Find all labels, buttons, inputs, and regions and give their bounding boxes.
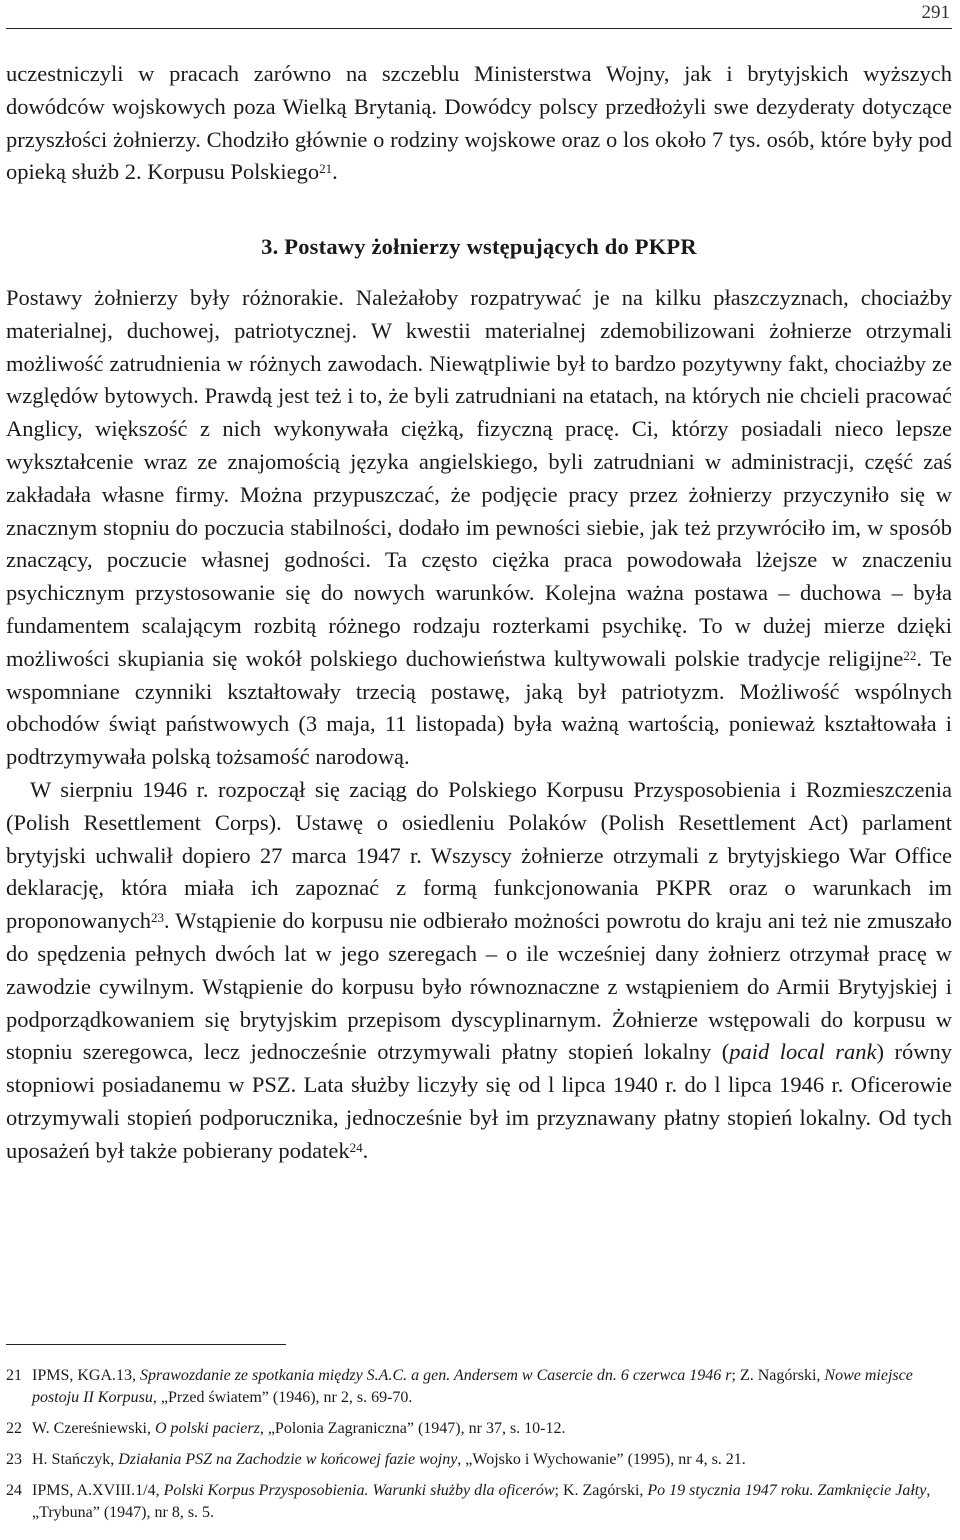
footnote-title: Nowe miejsce postoju II Korpusu bbox=[32, 1367, 913, 1406]
footnote-number: 24 bbox=[6, 1482, 22, 1499]
footnote-text bbox=[32, 1449, 952, 1471]
footnote-text-part: W. Czereśniewski, bbox=[32, 1420, 155, 1437]
footnote-text-part: ; K. Zagórski, bbox=[554, 1482, 648, 1499]
footnote-text-part: H. Stańczyk, bbox=[32, 1451, 119, 1468]
footnote-text-part: IPMS, A.XVIII.1/4, bbox=[32, 1482, 164, 1499]
footnote-title: Polski Korpus Przysposobienia. Warunki służby dla oficerów bbox=[163, 1482, 555, 1499]
footnote-title: Sprawozdanie ze spotkania między S.A.C. a gen. Andersem w Casercie dn. 6 czerwca 1946 r bbox=[140, 1367, 732, 1384]
footnote-ref-22[interactable]: 22 bbox=[903, 647, 917, 663]
footnote-text-part: , „Przed światem” (1946), nr 2, s. 69-70. bbox=[152, 1389, 413, 1406]
paragraph-3-italic: paid local rank bbox=[729, 1039, 877, 1065]
footnote-24 bbox=[6, 1480, 952, 1524]
page-number: 291 bbox=[921, 2, 950, 23]
footnote-text bbox=[32, 1418, 952, 1440]
footnotes bbox=[6, 1365, 952, 1533]
footnote-22 bbox=[6, 1418, 952, 1440]
footnote-number: 23 bbox=[6, 1451, 22, 1468]
footnote-text-part: , „Polonia Zagraniczna” (1947), nr 37, s. 10-12. bbox=[259, 1420, 566, 1437]
main-text bbox=[6, 58, 952, 1168]
paragraph-3 bbox=[6, 774, 952, 1168]
header-rule bbox=[6, 28, 952, 29]
paragraph-3-end: . bbox=[362, 1137, 369, 1163]
footnote-title: O polski pacierz bbox=[154, 1420, 260, 1437]
footnote-21 bbox=[6, 1365, 952, 1409]
section-heading: 3. Postawy żołnierzy wstępujących do PKPR bbox=[261, 234, 697, 260]
paragraph-1-end: . bbox=[332, 159, 338, 185]
paragraph-1-text: uczestniczyli w pracach zarówno na szczeblu Ministerstwa Wojny, jak i brytyjskich wyższych dowódców wojskowych poza Wielką Brytanią. Dowódcy polscy przedłożyli swe dezyderaty dotyczące przyszłości żołnierzy. Chodziło głównie o rodziny wojskowe oraz o los około 7 tys. osób, które były pod opieką służb 2. Korpusu Polskiego bbox=[6, 61, 952, 185]
footnote-title: Po 19 stycznia 1947 roku. Zamknięcie Jałty bbox=[647, 1482, 927, 1499]
footnote-ref-24[interactable]: 24 bbox=[349, 1139, 363, 1155]
footnote-text bbox=[32, 1480, 952, 1524]
paragraph-3-text-b: . Wstąpienie do korpusu nie odbierało możności powrotu do kraju ani też nie zmuszało do spędzenia pełnych dwóch lat w jego szeregach – o ile wcześniej dany żołnierz otrzymał pracę w zawodzie cywilnym. Wstąpienie do korpusu było równoznaczne z wstąpieniem do Armii Brytyjskiej i podporządkowaniem się brytyjskim przepisom dyscyplinarnym. Żołnierze wstępowali do korpusu w stopniu szeregowca, lecz jednocześnie otrzymywali płatny stopień lokalny ( bbox=[6, 908, 952, 1065]
footnote-text-part: , „Trybuna” (1947), nr 8, s. 5. bbox=[32, 1482, 931, 1521]
footnote-text-part: ; Z. Nagórski, bbox=[731, 1367, 825, 1384]
footnote-23 bbox=[6, 1449, 952, 1471]
paragraph-3-text-c: ) równy stopniowi posiadanemu w PSZ. Lata służby liczyły się od l lipca 1940 r. do l lipca 1946 r. Oficerowie otrzymywali stopień podporucznika, jednocześnie był im przyznawany płatny stopień lokalny. Od tych uposażeń był także pobierany podatek bbox=[6, 1039, 953, 1163]
paragraph-1 bbox=[6, 58, 952, 189]
footnote-ref-23[interactable]: 23 bbox=[150, 910, 164, 926]
footnote-title: Działania PSZ na Zachodzie w końcowej fazie wojny bbox=[118, 1451, 458, 1468]
paragraph-2 bbox=[6, 282, 952, 774]
footnote-text bbox=[32, 1365, 952, 1409]
footnote-text-part: , „Wojsko i Wychowanie” (1995), nr 4, s. 21. bbox=[457, 1451, 746, 1468]
paragraph-2-text-b: . Te wspomniane czynniki kształtowały trzecią postawę, jaką był patriotyzm. Możliwość wspólnych obchodów świąt państwowych (3 maja, 11 listopada) była ważną wartością, ponieważ kształtowała i podtrzymywała polską tożsamość narodową. bbox=[6, 645, 952, 770]
footnote-number: 21 bbox=[6, 1367, 22, 1384]
footnote-separator bbox=[6, 1344, 286, 1345]
footnote-ref-21[interactable]: 21 bbox=[319, 161, 333, 177]
footnote-text-part: IPMS, KGA.13, bbox=[32, 1367, 141, 1384]
paragraph-2-text-a: Postawy żołnierzy były różnorakie. Należałoby rozpatrywać je na kilku płaszczyznach, chociażby materialnej, duchowej, patriotycznej. W kwestii materialnej zdemobilizowani żołnierze otrzymali możliwość zatrudnienia w różnych zawodach. Niewątpliwie był to bardzo pozytywny fakt, chociażby ze względów bytowych. Prawdą jest też i to, że byli zatrudniani na etatach, na których nie chcieli pracować Anglicy, większość z nich wykonywała ciężką, fizyczną pracę. Ci, którzy posiadali nieco lepsze wykształcenie wraz ze znajomością języka angielskiego, byli zatrudniani w administracji, część zaś zakładała własne firmy. Można przypuszczać, że podjęcie pracy przez żołnierzy przyczyniło się w znacznym stopniu do poczucia stabilności, dodało im pewności siebie, jak też przywróciło im, w sposób znaczący, poczucie własnej godności. Ta często ciężka praca powodowała lżejsze w znaczeniu psychicznym przystosowanie się do nowych warunków. Kolejna ważna postawa – duchowa – była fundamentem scalającym rozbitą różnego rodzaju rozterkami psychikę. To w dużej mierze dzięki możliwości skupiania się wokół polskiego duchowieństwa kultywowali polskie tradycje religijne bbox=[6, 284, 952, 671]
footnote-number: 22 bbox=[6, 1420, 22, 1437]
paragraph-3-text-a: W sierpniu 1946 r. rozpoczął się zaciąg do Polskiego Korpusu Przysposobienia i Rozmieszczenia (Polish Resettlement Corps). Ustawę o osiedleniu Polaków (Polish Resettlement Act) parlament brytyjski uchwalił dopiero 27 marca 1947 r. Wszyscy żołnierze otrzymali z brytyjskiego War Office deklarację, która miała ich zapoznać z formą funkcjonowania PKPR oraz o warunkach im proponowanych bbox=[6, 776, 952, 934]
